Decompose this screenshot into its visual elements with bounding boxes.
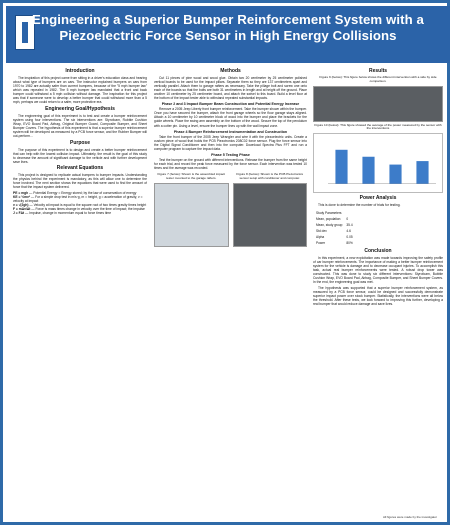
introduction-text: The inspiration of this project came from sitting in a driver's education class and hearing about what type of bumpers are on cars. The instructor explained bumpers on cars from 1970 to 1982 are actually safer than current bumpers, because of the "5 mph bumper law" which was repealed in 1982. The 5 mph bumper law mandated that a front and back bumper could withstand a 5 mph collision without damage. The inspiration for this project was that if someone were to develop a better bumper that could withstand more than a 5 mph, perhaps we could return to a safer, more protective era. [13,76,147,105]
title-banner [6,6,450,63]
results-chart [313,133,443,193]
methods-phase2-heading: Phase 2 and 3 Impact Bumper Beam Construction and Potential Energy Increase [161,102,300,107]
figure-credit: All figures were made by the investigator [382,515,437,519]
equations-intro: This project is designed to replicate actual bumpers to bumper impacts. Understanding the physics behind the experiment is mandatory, as this will allow one to determine the force involved. The next section shows the equations that were used to find the amount of force that the impact system delivered. [13,173,147,190]
power-analysis-text: This is done to determine the number of trials for testing. [318,203,401,208]
impact-tester-photo [154,183,229,247]
purpose-text: The purpose of this experiment is to design and create a better bumper reinforcement that can help with the lowest collision impact. Ultimately, the result is the goal of this study to decrease the amount of significant damage to the vehicle and with further development save lives. [13,147,147,164]
methods-phase3-heading: Phase 4 Bumper Reinforcement Instrumentation and Construction [173,129,288,134]
engineering-goal-text: The engineering goal of this experiment is to test and create a bumper reinforcement system using four interventions. The six interventions are: Styrofoam, Rubble Cushion Wrap, EVO Board Pad, Airbag, Original Bumper Guard, Composite Bumper, and Sheet Bumper Covers. The hypothesis of this experiment is that a superior bumper reinforcement system will be developed as measured by a PCB force sensor, and the Rubber Bumper will out-perform... [13,113,147,139]
table-row: Study Parameters [316,210,342,215]
results-bar-chart [314,134,442,192]
methods-phase3-text: Take the front bumper of the 2005 Jeep Wrangler and wire it with the piezoelectric units. Create a custom piece of wood that holds the PCB Piezotronics 208C02 force sensor. Plug the force sensor into the Digital Signal Conditioner and then into the computer. Download Spectra Plus FFT and run a computer program to capture the impact data. [154,134,307,151]
equation-row: v = √(2gh) — Velocity at impact is equal to the square root of two times gravity times height [13,203,147,208]
power-table [313,209,356,247]
table-row: Mean, study group 35.4 [316,222,353,227]
column-middle [154,67,307,510]
table-row: Std dev 4.6 [316,228,351,233]
chart-bar [335,150,347,184]
methods-phase4-heading: Phase 5 Testing Phase [211,152,250,157]
conclusion-text-2: The hypothesis was supported that a superior bumper reinforcement system, as measured by a PCB force sensor, could be designed and successfully demonstrate superior impact power over stock bumper. Statistically, the interventions were all below the threshold. After these tests, we look forward to improving this further, developing a real bumper that would reduce damage and save lives. [313,285,443,306]
power-analysis-heading: Power Analysis [359,195,397,202]
equation-list [13,191,147,215]
equation-row: J = FΔt — Impulse, change in momentum equal to force times time [13,211,112,216]
sensor-setup-photo [233,183,308,247]
methods-phase4-text: Test the bumper on the ground with different interventions. Release the bumper from the same height for each trial, and record the peak force measured by the force sensor. Each intervention was tested 10 times and the average was recorded. [154,157,307,170]
results-heading: Results [368,68,388,74]
figure-caption: Figure 10 (below): This figure showed the average of the power measured by the sensor with the interventions [314,122,442,131]
methods-heading: Methods [220,68,241,74]
equation-row: PE = mgh — Potential Energy = Energy stored; by the law of conservation of energy [13,190,137,195]
column-left [13,67,147,510]
table-row: Mean, population 0 [316,216,349,221]
equation-row: F = mΔv/Δt — Force is mass times change in velocity over the time of impact; the impulse [13,207,145,212]
chart-bar [389,165,401,184]
chart-bar [416,161,428,184]
methods-phase2-text: Remove a 2005 Jeep Liberty front bumper reinforcement. Take the bumper shown within the bumper. Once you have secured the bumper, attach the front garage wheels so the floor garage stays aligned. Attach a 10 centimeter by 10 centimeter block of wood into the bumper and place the brackets for the guide wheels. Place the swing arm assembly on the bottom of the wood. Secure the top of the pendulum with a cotter pin. Using a level, ensure the bumper lines up with the wall impact zone. [154,107,307,128]
conclusion-heading: Conclusion [364,247,392,254]
figure-caption: Figure 7 (below): Shown is the assembled impact tester mounted to the garage rafters. [157,171,226,180]
equations-heading: Relevant Equations [56,165,104,172]
methods-text: Cut 11 pieces of pine wood and wood glue. Obtain two 20 centimeter by 25 centimeter polished vertical boards to be used for the impact pillars. Separate them so they are 137 centimeters apart and vertically parallel. Attach them to garage rafters as necessary. Take the pillage bolt and screw one onto each of the boards so that the bolts are both 31 centimeters in length and at height off the ground. Place another 10 centimeter by 25 centimeter board, and attach the swivel to this board. Build a level floor at the bottom of the impact tester able to withstand repeated substantial impacts. [154,76,307,101]
chart-bar [362,157,374,184]
methods-figures [154,172,307,249]
interventions-photo [313,86,443,122]
table-row: Alpha 0.05 [316,234,353,239]
figure-caption: Figure 9 (below): This figure below shows the different intervention with a side by side comparison. [319,75,437,83]
introduction-heading: Introduction [65,68,95,74]
conclusion-text: In this experiment, a new exploitation was made towards improving the safety profile of car bumper reinforcements. The importance of making a better bumper reinforcement system for the vehicle is damage and to decrease occupant injuries. To accomplish this task, actual real bumper reinforcements were tested. A robust drop tower was constructed. This was done to study six different interventions: Styrofoam, Bubble Cushion Wrap, EVO Board Pad, Airbag, Composite Bumper, and Sheet Bumper Covers. In the end, the engineering goal was met. [313,255,443,285]
engineering-goal-heading: Engineering Goal/Hypothesis [45,105,115,112]
figure-caption: Figure 8 (below): Shown is the PCB Piezotronics sensor setup with conditioner and computer. [236,171,304,180]
column-right [313,67,443,510]
poster-title: Engineering a Superior Bumper Reinforcement System with a Piezoelectric Force Sensor in High Energy Collisions [32,12,424,43]
equation-row: KE = ½mv² — For a simple drop test in m/s·g, m = height, g = acceleration of gravity, v = velocity at impact [13,195,143,204]
table-row: Power 80% [316,240,353,245]
purpose-heading: Purpose [69,139,90,146]
